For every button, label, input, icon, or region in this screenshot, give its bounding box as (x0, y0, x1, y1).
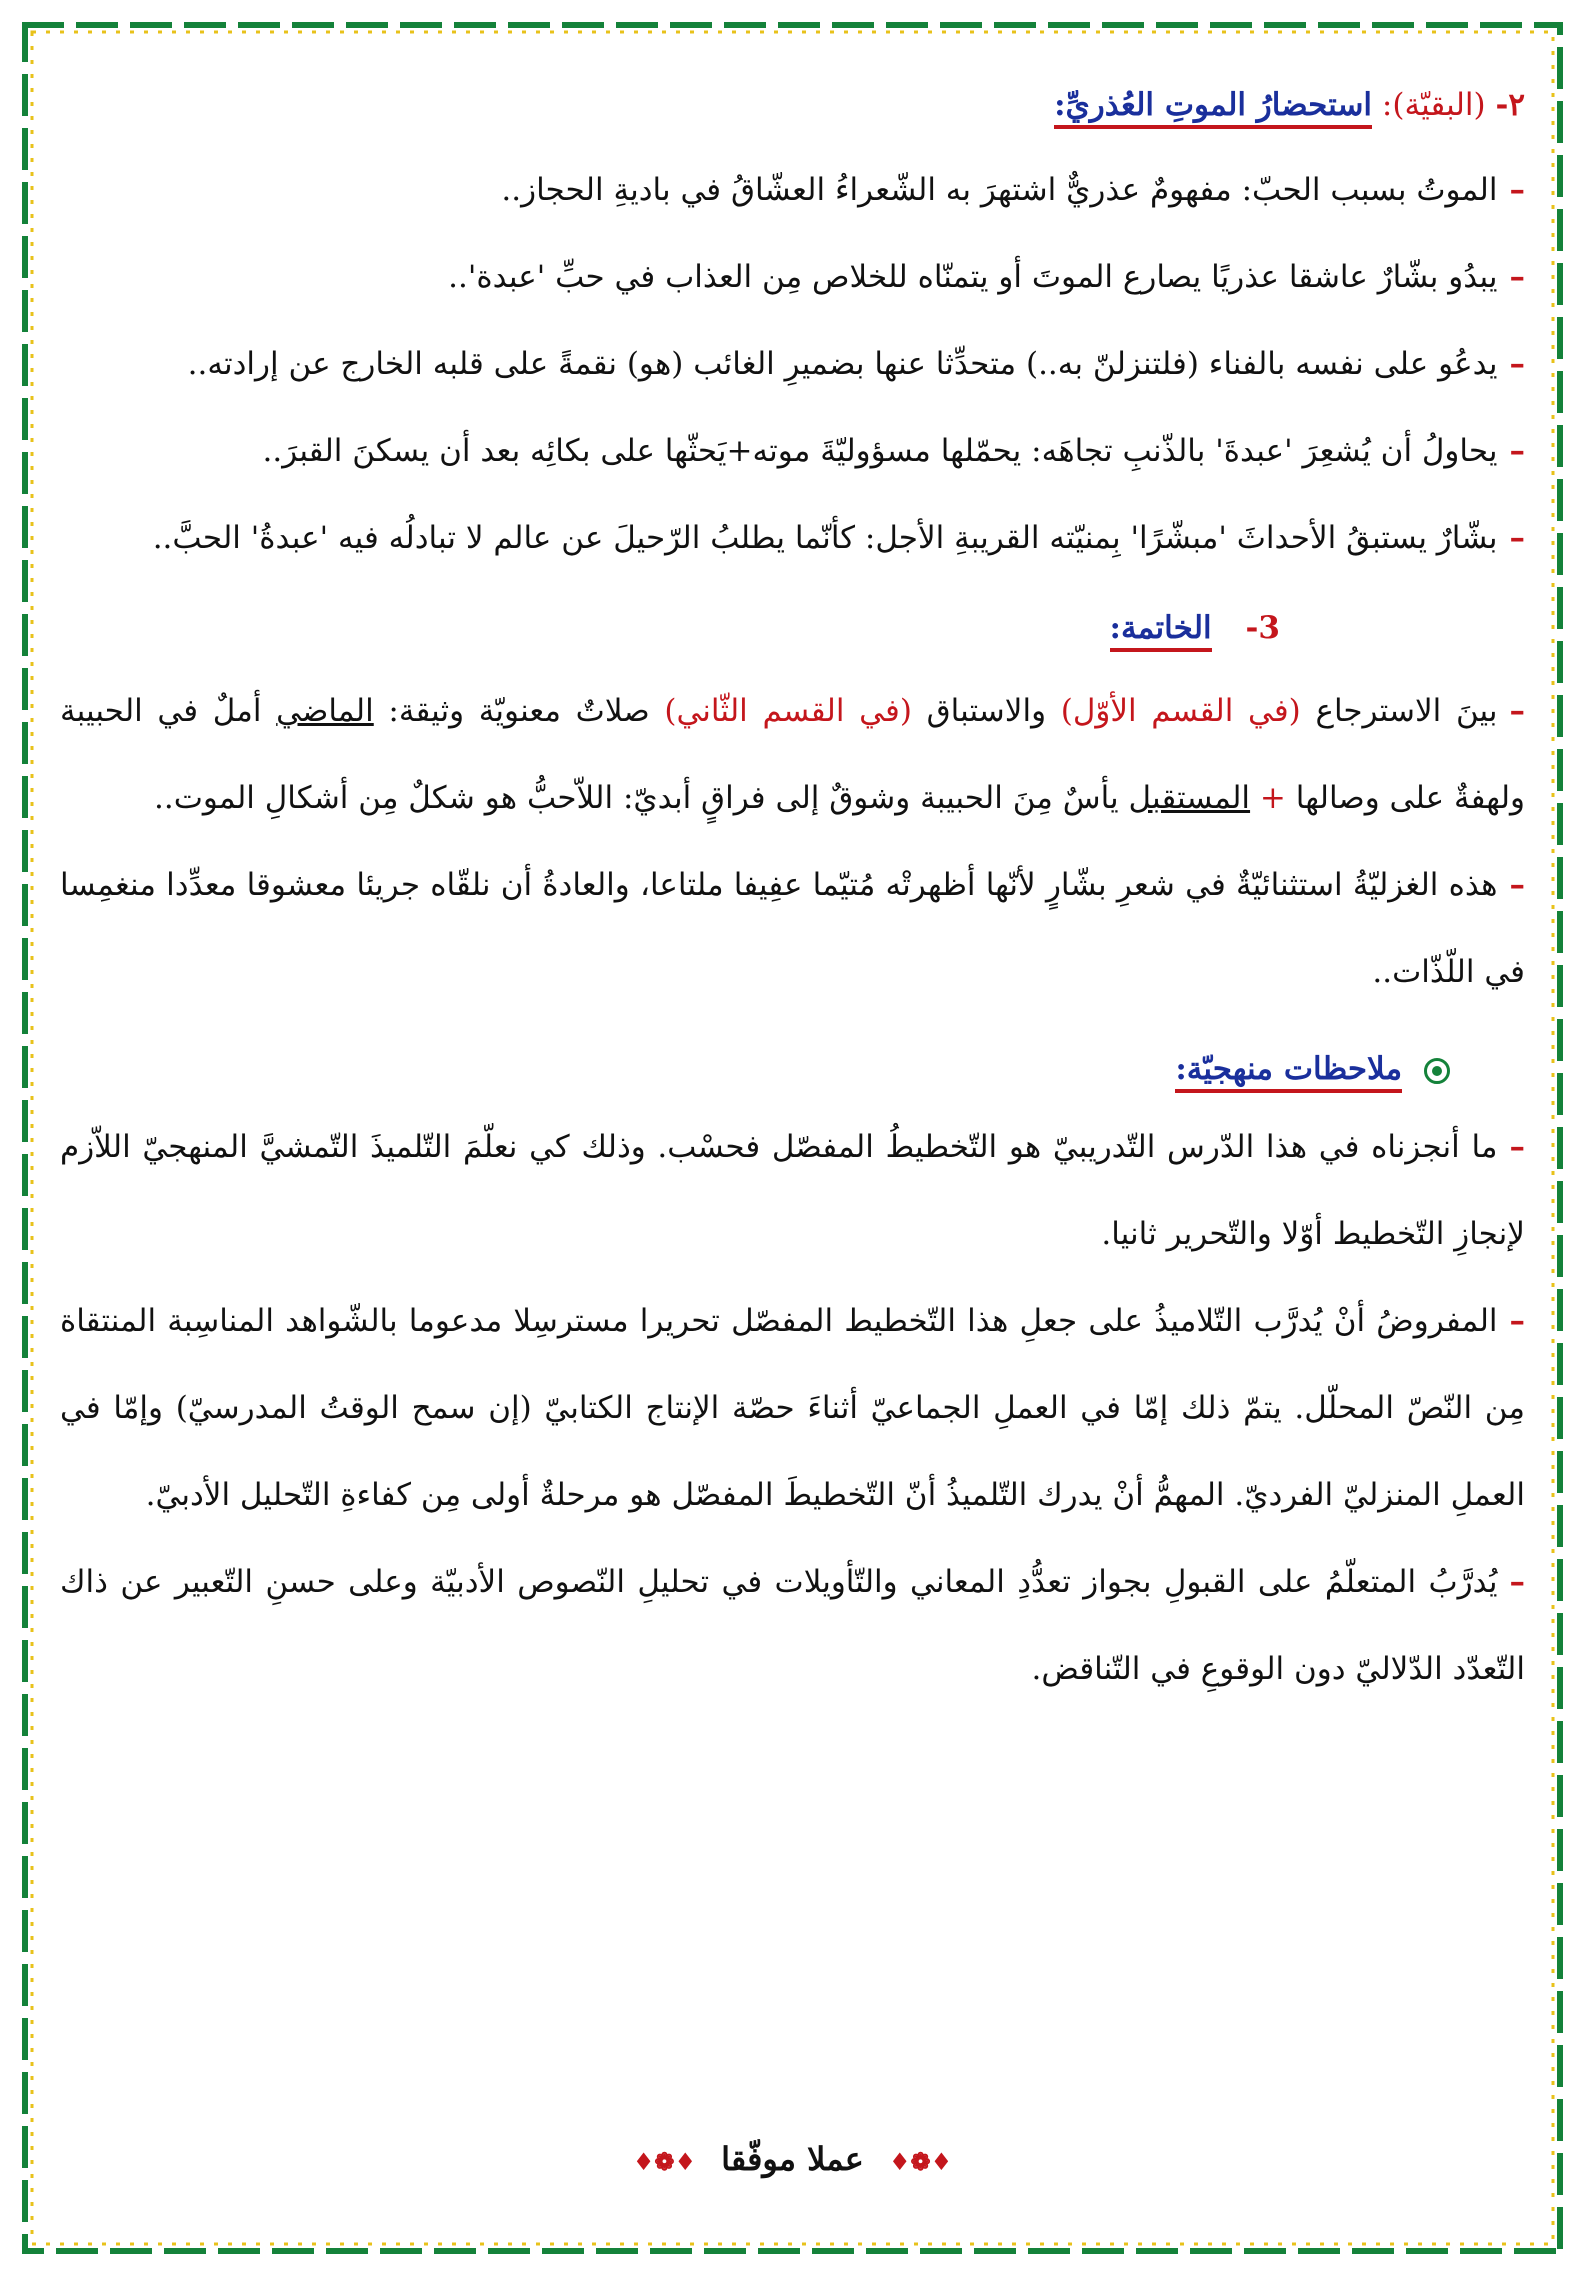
bullet-dash: – (1509, 867, 1525, 903)
bullet-dash: – (1509, 259, 1525, 295)
section-3-item: –هذه الغزليّةُ استثنائيّةٌ في شعرِ بشّارٍ لأنّها أظهرتْه مُتيّما عفِيفا ملتاعا، والعادةُ أن نلقّاه جريئا معشوقا معدِّدا منغمِسا في اللّذّات.. (60, 867, 1525, 990)
bullet-dash: – (1509, 520, 1525, 556)
section-3-heading (60, 592, 1525, 664)
underlined-term-past: الماضي (276, 693, 374, 729)
notes-heading (60, 1034, 1525, 1104)
section-2-item: –الموتُ بسبب الحبّ: مفهومٌ عذريٌّ اشتهرَ به الشّعراءُ العشّاقُ في باديةِ الحجاز.. (501, 172, 1525, 208)
section-2-heading (60, 75, 1525, 135)
bullet-dash: – (1509, 1129, 1525, 1165)
section-2-item: –بشّارٌ يستبقُ الأحداثَ 'مبشّرًا' بِمنيّته القريبةِ الأجل: كأنّما يطلبُ الرّحيلَ عن عالم لا تبادلُه فيه 'عبدةُ' الحبَّ.. (152, 520, 1525, 556)
notes-title: ملاحظات منهجيّة: (1175, 1051, 1402, 1093)
bullet-dash: – (1509, 1564, 1525, 1600)
section-2-item: –يبدُو بشّارٌ عاشقا عذريًا يصارع الموتَ أو يتمنّاه للخلاص مِن العذاب في حبِّ 'عبدة'.. (448, 259, 1525, 295)
ornament-right: ♦❁♦ (889, 2147, 953, 2176)
section-3-title: الخاتمة: (1110, 610, 1212, 652)
section-3-item: –بينَ الاسترجاع (في القسم الأوّل) والاستباق (في القسم الثّاني) صلاتٌ معنويّة وثيقة: الماضي أملٌ في الحبيبة ولهفةٌ على وصالها + المستقبل يأسٌ مِنَ الحبيبة وشوقٌ إلى فراقٍ أبديّ: اللاّحبُّ هو شكلٌ مِن أشكالِ الموت.. (60, 693, 1526, 816)
bullet-dash: – (1509, 433, 1525, 469)
section-2-label: (البقيّة): (1381, 87, 1486, 123)
target-circle-icon (1424, 1058, 1450, 1084)
footer-text: عملا موفّقا (721, 2140, 864, 2178)
section-2-item: –يحاولُ أن يُشعِرَ 'عبدةَ' بالذّنبِ تجاهَه: يحمّلها مسؤوليّةَ موته+يَحثّها على بكائِه بعد أن يسكنَ القبرَ.. (262, 433, 1525, 469)
notes-item: –يُدرَّبُ المتعلّمُ على القبولِ بجواز تعدُّدِ المعاني والتّأويلات في تحليلِ النّصوص الأدبيّة وعلى حسنِ التّعبير عن ذاك التّعدّد الدّلاليّ دون الوقوعِ في التّناقض. (60, 1564, 1525, 1687)
bullet-dash: – (1509, 346, 1525, 382)
notes-item: –المفروضُ أنْ يُدرَّب التّلاميذُ على جعلِ هذا التّخطيط المفصّل تحريرا مسترسِلا مدعوما بالشّواهد المناسِبة المنتقاة مِن النّصّ المحلّل. يتمّ ذلك إمّا في العملِ الجماعيّ أثناءَ حصّة الإنتاج الكتابيّ (إن سمح الوقتُ المدرسيّ) وإمّا في العملِ المنزليّ الفرديّ. المهمُّ أنْ يدرك التّلميذُ أنّ التّخطيطَ المفصّل هو مرحلةٌ أولى مِن كفاءةِ التّحليل الأدبيّ. (60, 1303, 1525, 1513)
section-3-number: 3- (1245, 610, 1280, 646)
footer-greeting (0, 2140, 1585, 2178)
section-2-title: استحضارُ الموتِ العُذريِّ: (1054, 87, 1372, 129)
bullet-dash: – (1509, 172, 1525, 208)
page-content (60, 75, 1525, 2216)
section-2-item: –يدعُو على نفسه بالفناء (فلتنزلنّ به..) متحدِّثا عنها بضميرِ الغائب (هو) نقمةً على قلبه الخارج عن إرادته.. (187, 346, 1525, 382)
bullet-dash: – (1509, 1303, 1525, 1339)
ornament-left: ♦❁♦ (632, 2147, 696, 2176)
section-2-number: ٢- (1495, 87, 1525, 123)
underlined-term-future: المستقبل (1128, 780, 1251, 816)
bullet-dash: – (1509, 693, 1526, 729)
notes-item: –ما أنجزناه في هذا الدّرس التّدريبيّ هو التّخطيطُ المفصّل فحسْب. وذلك كي نعلّمَ التّلميذَ التّمشيَّ المنهجيّ اللاّزم لإنجازِ التّخطيط أوّلا والتّحرير ثانيا. (60, 1129, 1525, 1252)
